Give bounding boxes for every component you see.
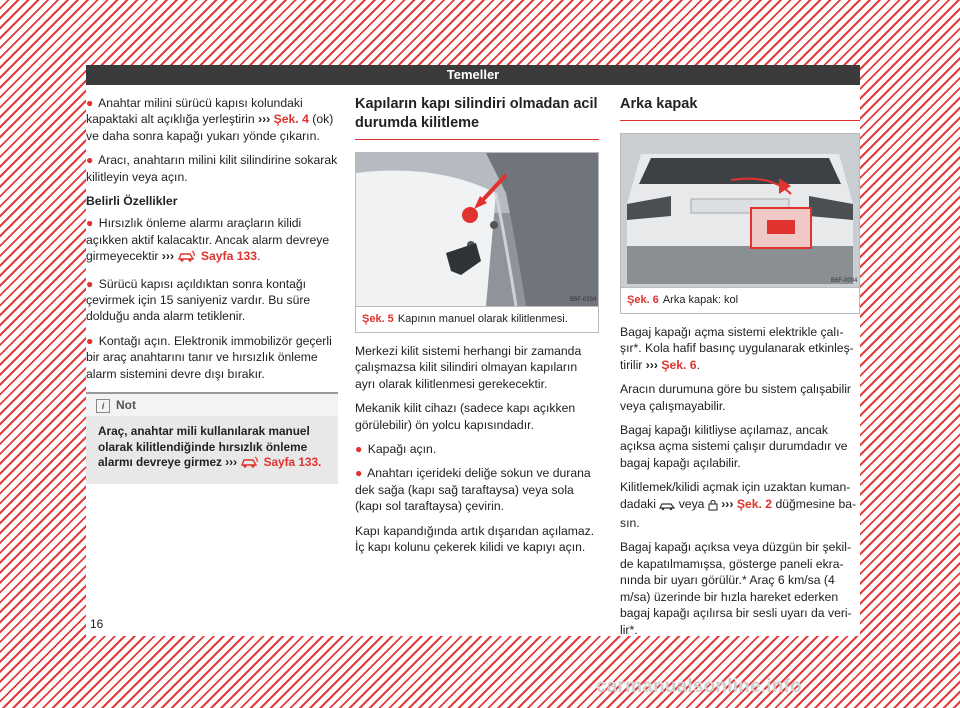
bullet-dot: ●	[86, 276, 94, 291]
paragraph-text: Bagaj kapağı açma sistemi elektrikle çalışır*. Kola hafif basınç uygulanarak etkinleştirilir	[620, 325, 854, 372]
paragraph: Bagaj kapağı kilitliyse açılamaz, ancak açıksa açma sistemi çalışır durumdadır ve bagaj kapağı açılabilir.	[620, 423, 848, 470]
column-left	[86, 95, 338, 484]
lock-icon	[708, 498, 718, 515]
paragraph-text: Kilitlemek/kilidi açmak için uzaktan kumandadaki	[620, 480, 851, 511]
bullet-text: Anahtar milini sürücü kapısı kolundaki kapaktaki alt açıklığa yerleştirin	[86, 96, 303, 127]
caption-text: Kapının manuel olarak kilitlenmesi.	[397, 313, 568, 325]
list-item	[355, 441, 599, 457]
bullet-text: Kontağı açın. Elektronik immobilizör geçerli bir araç anahtarını tanır ve hırsızlık önleme alarm sistemini devre dışı bırakır.	[86, 333, 332, 381]
note-text: Araç, anahtar mili kullanılarak manuel olarak kilitlendiğinde hırsızlık önleme alarmı devreye girmez	[98, 424, 310, 470]
figure-number: Şek. 6	[627, 294, 659, 306]
bullet-text: Anahtarı içerideki deliğe sokun ve durana dek sağa (kapı sağ taraftaysa) veya sola (kapı sol taraftaysa) çevirin.	[355, 466, 591, 514]
paragraph: Merkezi kilit sistemi herhangi bir zamanda çalışmazsa kilit silindiri olmayan kapıların ayrı olarak kilitlenmesi gerekecektir.	[355, 344, 582, 391]
watermark: carmanualsonline.info	[596, 676, 802, 697]
bullet-dot: ●	[86, 216, 94, 231]
page-link[interactable]: Sayfa 133	[200, 249, 258, 264]
image-code: B5F-0334	[570, 297, 597, 303]
column-middle	[355, 95, 599, 563]
page-header: Temeller	[86, 65, 860, 85]
ref-arrows: ›››	[645, 357, 658, 372]
ref-arrows: ›››	[161, 249, 175, 264]
manual-page	[86, 65, 860, 636]
list-item	[86, 215, 338, 267]
punctuation: .	[696, 357, 700, 372]
section-heading: Arka kapak	[620, 95, 860, 121]
column-right	[620, 95, 860, 646]
figure-number: Şek. 5	[362, 313, 394, 325]
list-item	[86, 333, 338, 382]
figure-caption	[356, 306, 598, 332]
car-alarm-icon	[177, 249, 197, 267]
paragraph: Aracın durumuna göre bu sistem çalışabilir veya çalışmayabilir.	[620, 382, 851, 413]
bullet-dot: ●	[355, 466, 363, 481]
paragraph: Mekanik kilit cihazı (sadece kapı açıkken görülebilir) ön yolcu kapısındadır.	[355, 401, 576, 432]
section-heading: Kapıların kapı silindiri olmadan acil durumda kilitleme	[355, 95, 599, 140]
figure-link[interactable]: Şek. 6	[661, 357, 697, 372]
bullet-text: Hırsızlık önleme alarmı araçların kilidi açıkken aktif kalacaktır. Ancak alarm devreye girmeyecektir	[86, 216, 330, 264]
bullet-dot: ●	[86, 153, 94, 168]
paragraph: Kapı kapandığında artık dışarıdan açılamaz. İç kapı kolunu çekerek kilidi ve kapıyı açın.	[355, 523, 595, 555]
bullet-dot: ●	[86, 96, 94, 110]
paragraph: Bagaj kapağı açıksa veya düzgün bir şekilde kapatılmamışsa, gösterge paneli ekranında bir uyarı görülür.* Araç 6 km/sa (4 m/sa) üzerinde bir hızla hareket ederken bagaj kapağı açılırsa bir sesli uyarı da verilir*.	[620, 540, 852, 637]
punctuation: .	[257, 249, 261, 264]
bullet-text: Kapağı açın.	[367, 442, 437, 457]
ref-arrows: ›››	[258, 112, 271, 127]
unlock-car-icon	[659, 499, 675, 515]
page-link[interactable]: Sayfa 133.	[263, 455, 322, 470]
figure-caption	[621, 287, 859, 313]
figure-link[interactable]: Şek. 4	[273, 112, 309, 127]
ref-arrows: ›››	[721, 496, 734, 511]
note-title: Not	[116, 398, 136, 413]
caption-text: Arka kapak: kol	[662, 294, 739, 306]
figure-6	[620, 133, 860, 314]
section-subheading: Belirli Özellikler	[86, 194, 178, 209]
figure-link[interactable]: Şek. 2	[736, 496, 773, 511]
car-alarm-icon	[240, 455, 260, 474]
ref-arrows: ›››	[225, 455, 238, 470]
note-info-icon: i	[96, 399, 110, 413]
list-item	[86, 95, 338, 144]
door-lock-illustration	[356, 153, 598, 306]
bullet-dot: ●	[86, 333, 94, 348]
paragraph	[620, 324, 860, 373]
page-number: 16	[90, 617, 104, 631]
note-header	[86, 394, 338, 416]
paragraph-text: düğmesine basın.	[620, 496, 857, 531]
note-body	[86, 416, 338, 474]
list-item	[355, 465, 599, 514]
image-code: B6F-0004	[831, 278, 858, 284]
tailgate-illustration	[621, 134, 859, 287]
paragraph	[620, 479, 860, 531]
bullet-text: Sürücü kapısı açıldıktan sonra kontağı çevirmek için 15 saniyeniz vardır. Bu süre dolduğu anda alarm tetiklenir.	[86, 276, 311, 324]
bullet-text: (ok) ve daha sonra kapağı yukarı yönde çıkarın.	[86, 112, 334, 143]
bullet-dot: ●	[355, 442, 363, 457]
list-item	[86, 152, 338, 185]
paragraph-text: veya	[678, 496, 705, 511]
note-box	[86, 392, 338, 484]
bullet-text: Aracı, anahtarın milini kilit silindirine sokarak kilitleyin veya açın.	[86, 153, 338, 184]
figure-5	[355, 152, 599, 333]
list-item	[86, 276, 338, 325]
